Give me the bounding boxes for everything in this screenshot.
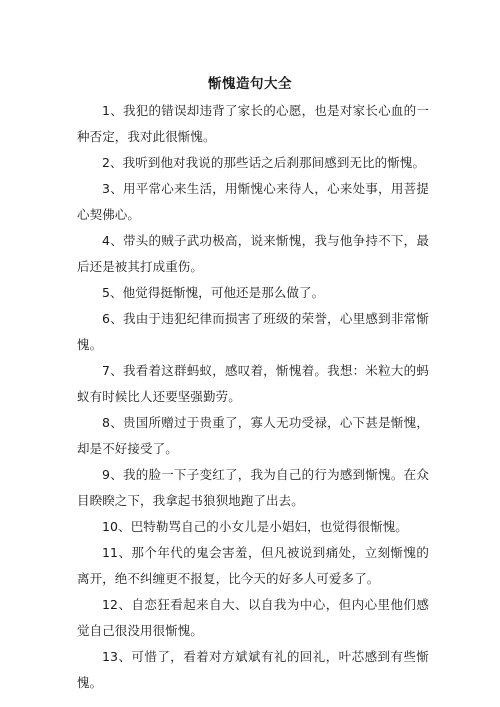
sentence-paragraph: 3、用平常心来生活，用惭愧心来待人，心来处事，用菩提心契佛心。 xyxy=(77,181,429,222)
sentence-paragraph: 8、贵国所赠过于贵重了，寡人无功受禄，心下甚是惭愧，却是不好接受了。 xyxy=(77,415,429,456)
sentence-paragraph: 10、巴特勒骂自己的小女儿是小娼妇，也觉得很惭愧。 xyxy=(102,519,408,534)
sentence-paragraph: 13、可惜了，看着对方斌斌有礼的回礼，叶芯感到有些惭愧。 xyxy=(77,649,429,690)
sentence-paragraph: 12、自恋狂看起来自大、以自我为中心，但内心里他们感觉自己很没用很惭愧。 xyxy=(77,597,429,638)
sentence-paragraph: 6、我由于违犯纪律而损害了班级的荣誉，心里感到非常惭愧。 xyxy=(77,311,429,352)
sentence-paragraph: 5、他觉得挺惭愧，可他还是那么做了。 xyxy=(102,285,325,300)
page-title: 惭愧造句大全 xyxy=(208,76,292,92)
sentence-paragraph: 4、带头的贼子武功极高，说来惭愧，我与他争持不下，最后还是被其打成重伤。 xyxy=(77,233,429,274)
sentence-paragraph: 1、我犯的错误却违背了家长的心愿，也是对家长心血的一种否定，我对此很惭愧。 xyxy=(77,103,429,144)
sentence-paragraph: 9、我的脸一下子变红了，我为自己的行为感到惭愧。在众目睽睽之下，我拿起书狼狈地跑了出去。 xyxy=(77,467,429,508)
document-body xyxy=(77,98,429,696)
sentence-paragraph: 2、我听到他对我说的那些话之后刹那间感到无比的惭愧。 xyxy=(102,155,426,170)
sentence-paragraph: 7、我看着这群蚂蚁，感叹着，惭愧着。我想：米粒大的蚂蚁有时候比人还要坚强勤劳。 xyxy=(77,363,429,404)
sentence-paragraph: 11、那个年代的鬼会害羞，但凡被说到痛处，立刻惭愧的离开，绝不纠缠更不报复，比今天的好多人可爱多了。 xyxy=(77,545,429,586)
